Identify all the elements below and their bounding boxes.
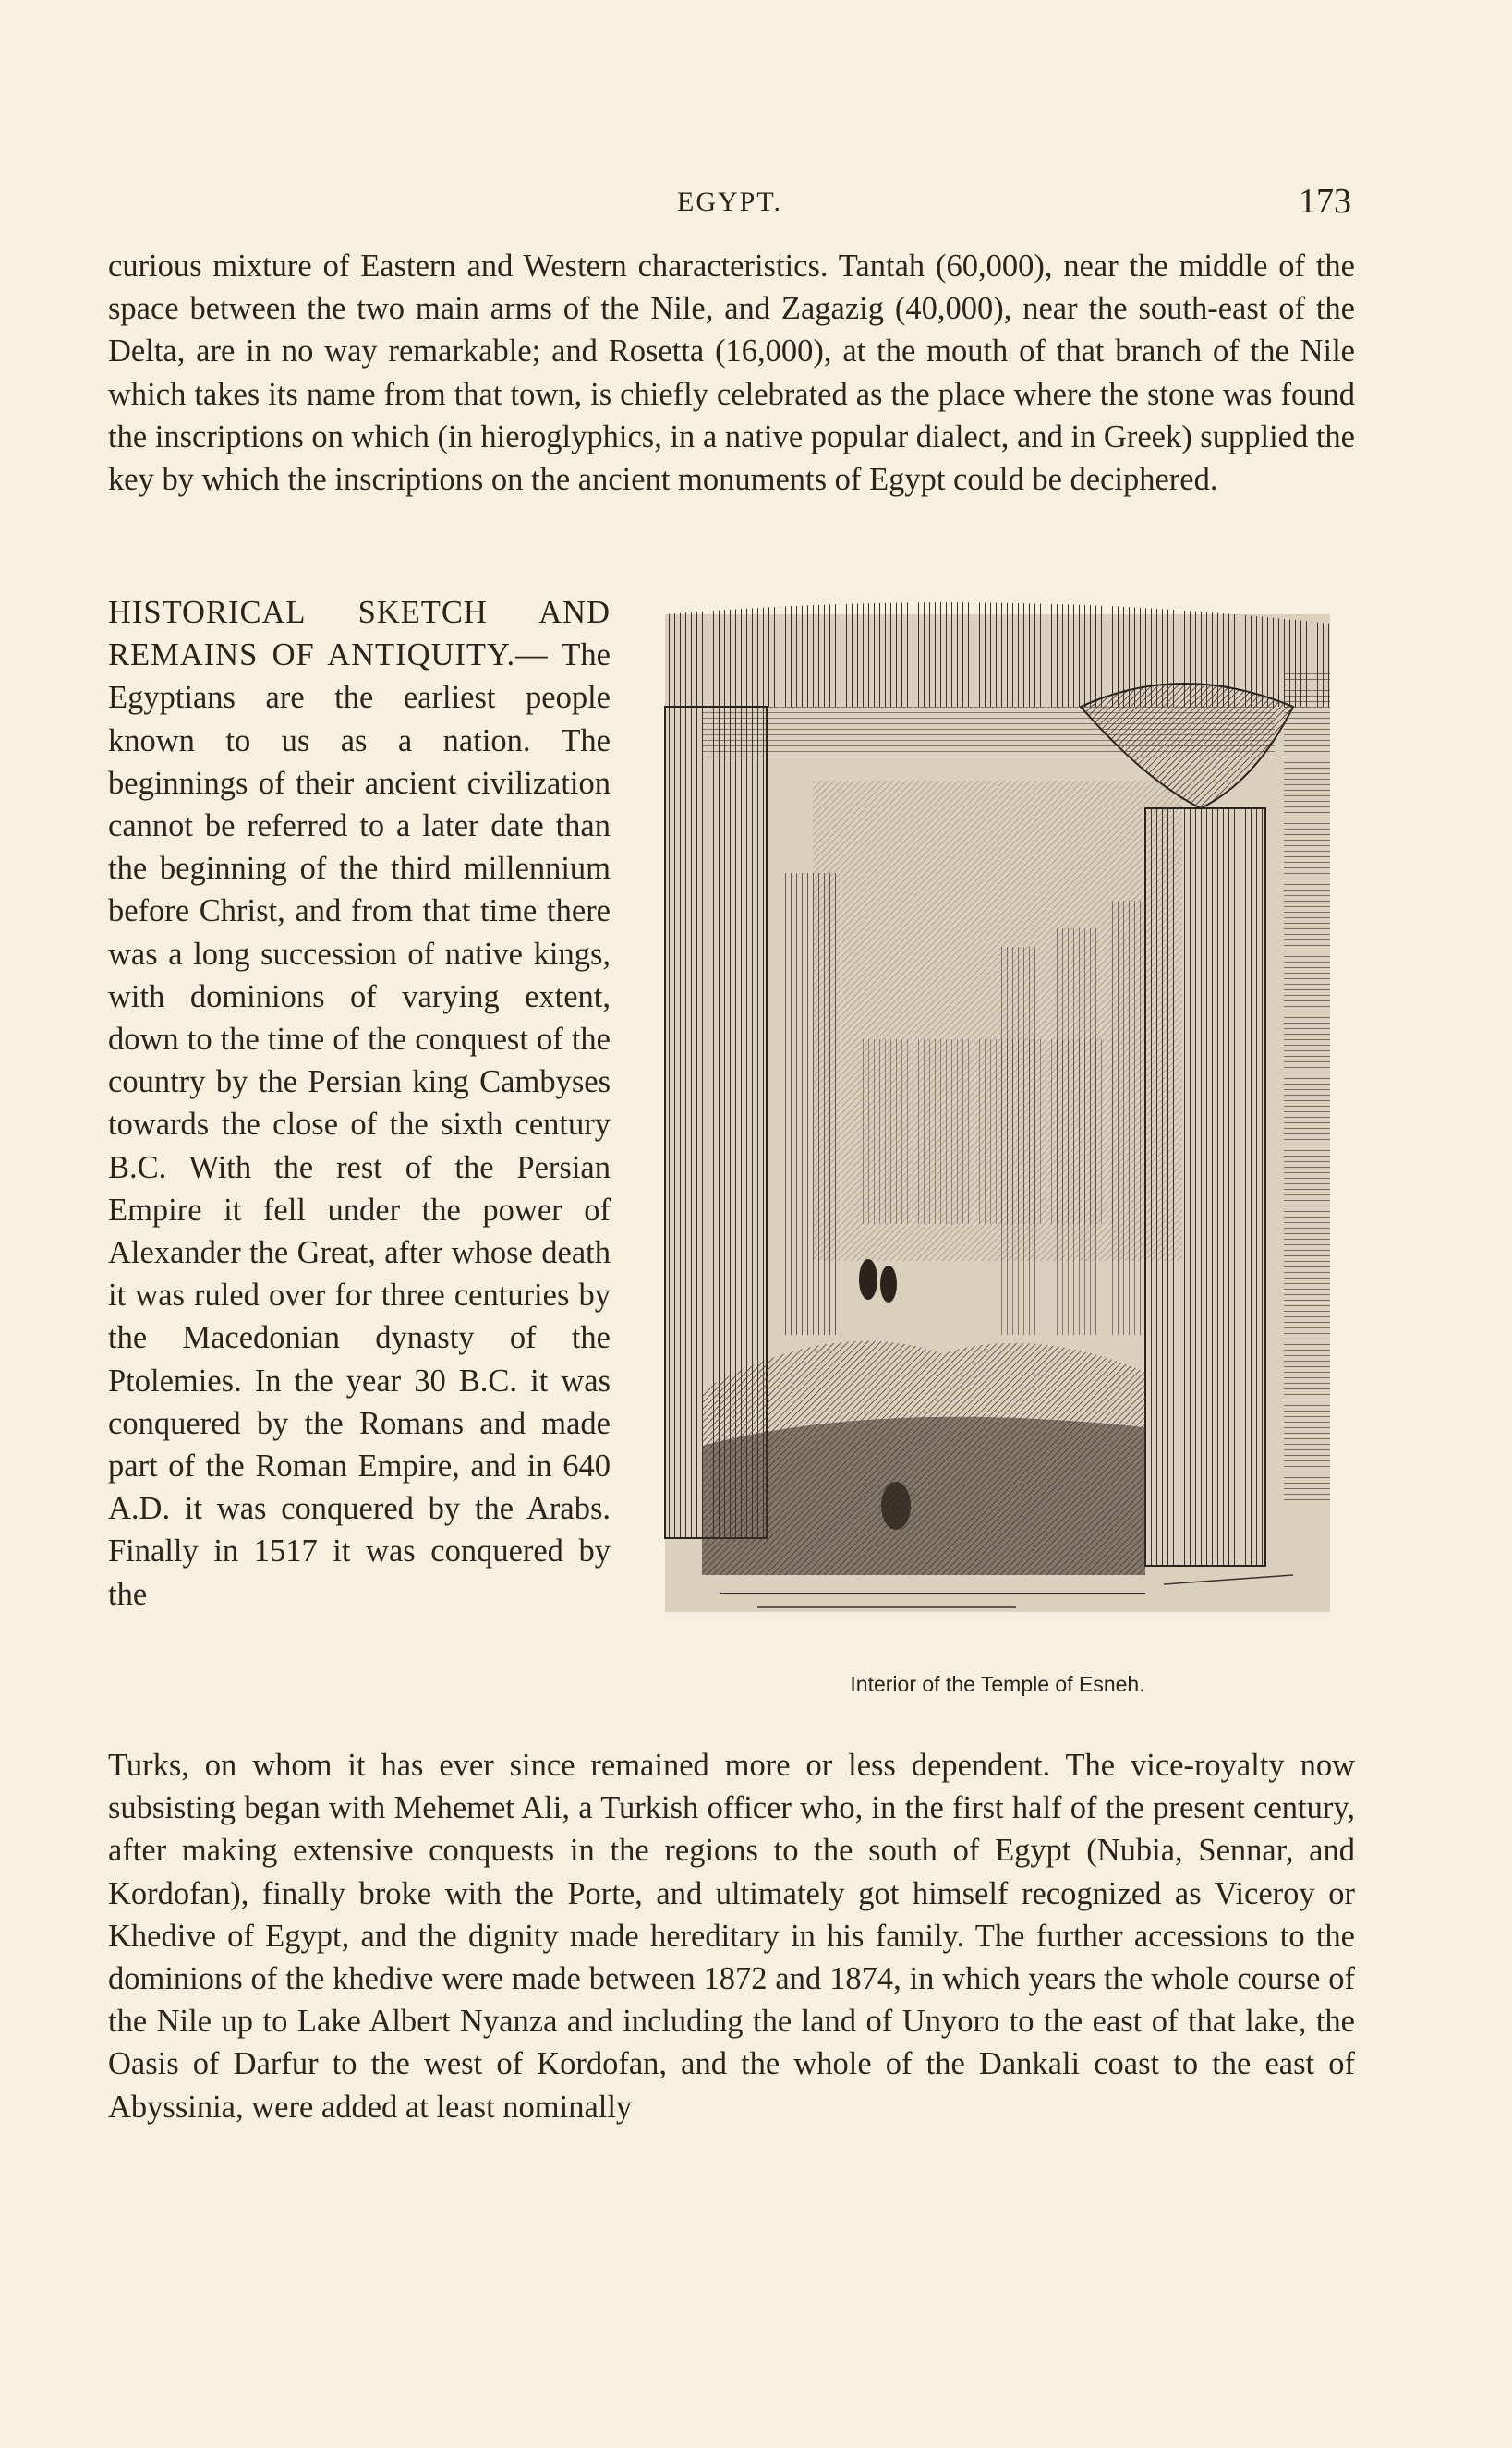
engraving-figure — [647, 596, 1349, 1658]
section-heading: HISTORICAL SKETCH AND REMAINS OF ANTIQUITY.— — [108, 595, 611, 673]
temple-engraving-illustration — [647, 596, 1349, 1658]
paragraph-bottom: Turks, on whom it has ever since remained more or less dependent. The vice-royalty now subsisting began with Mehemet Ali, a Turkish officer who, in the first half of the present century, after making extensive conquests in the regions to the south of Egypt (Nubia, Sennar, and Kordofan), finally broke with the Porte, and ultimately got himself recognized as Viceroy or Khedive of Egypt, and the dignity made hereditary in his family. The further accessions to the dominions of the khedive were made between 1872 and 1874, in which years the whole course of the Nile up to Lake Albert Nyanza and including the land of Unyoro to the east of that lake, the Oasis of Darfur to the west of Kordofan, and the whole of the Dankali coast to the east of Abyssinia, were added at least nominally — [108, 1748, 1355, 2125]
paragraph-history — [108, 591, 611, 1616]
figure-caption: Interior of the Temple of Esneh. — [850, 1672, 1145, 1696]
paragraph-history-text: The Egyptians are the earliest people known to us as a nation. The beginnings of their ancient civilization cannot be referred to a later date than the beginning of the third millennium before Christ, and from that time there was a long succession of native kings, with dominions of varying extent, down to the time of the conquest of the country by the Persian king Cambyses towards the close of the sixth century B.C. With the rest of the Persian Empire it fell under the power of Alexander the Great, after whose death it was ruled over for three centuries by the Macedonian dynasty of the Ptolemies. In the year 30 B.C. it was conquered by the Romans and made part of the Roman Empire, and in 640 A.D. it was conquered by the Arabs. Finally in 1517 it was conquered by the — [108, 637, 611, 1612]
page-number: 173 — [1299, 182, 1351, 221]
paragraph-top: curious mixture of Eastern and Western characteristics. Tantah (60,000), near the middle of the space between the two main arms of the Nile, and Zagazig (40,000), near the south-east of the Delta, are in no way remarkable; and Rosetta (16,000), at the mouth of that branch of the Nile which takes its name from that town, is chiefly celebrated as the place where the stone was found the inscriptions on which (in hieroglyphics, in a native popular dialect, and in Greek) supplied the key by which the inscriptions on the ancient monuments of Egypt could be deciphered. — [108, 248, 1355, 498]
running-head: EGYPT. — [677, 187, 782, 217]
page-header — [108, 181, 1351, 227]
